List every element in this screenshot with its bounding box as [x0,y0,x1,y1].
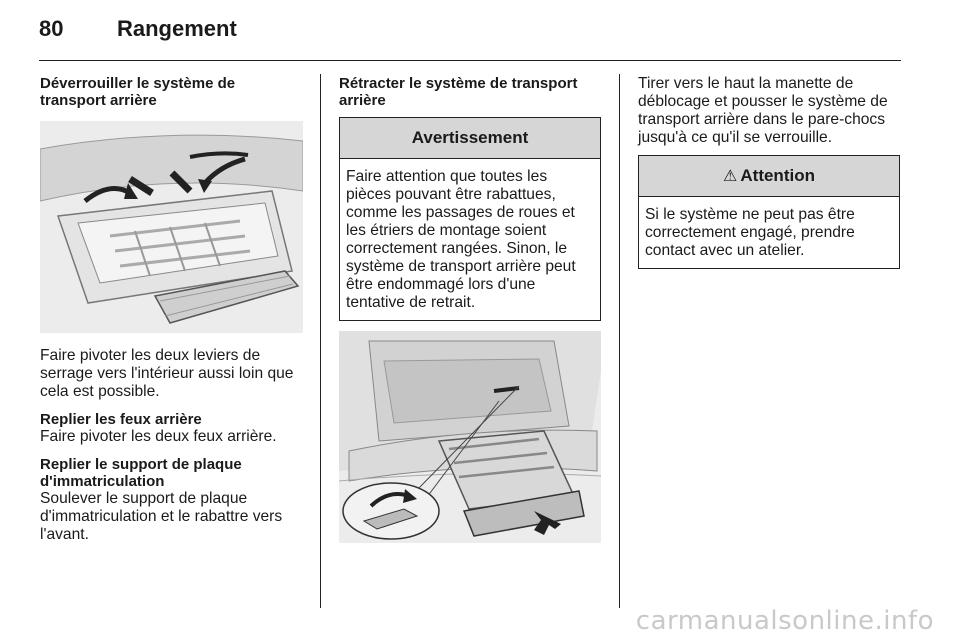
section-heading-plate: Replier le support de plaque d'immatriculation [40,456,242,490]
warning-box [339,117,601,321]
carrier-retract-illustration [339,331,601,543]
column-2 [339,75,601,543]
watermark: carmanualsonline.info [635,606,934,636]
page-number: 80 [39,16,64,41]
column-divider-1 [320,74,321,608]
attention-title: Attention [740,166,815,185]
carrier-levers-illustration [40,121,303,333]
section-heading-unlock: Déverrouiller le système de transport arrière [40,75,236,109]
paragraph-levers: Faire pivoter les deux leviers de serrage vers l'intérieur aussi loin que cela est possible. [40,347,294,400]
attention-header [639,156,899,197]
column-1 [40,75,302,544]
header-divider [39,60,901,61]
warning-title: Avertissement [340,118,600,159]
attention-box [638,155,900,269]
warning-text: Faire attention que toutes les pièces pouvant être rabattues, comme les passages de roues et les étriers de montage soient correctement rangées. Sinon, le système de transport arrière peut être endommagé lors d'une tentative de retrait. [346,168,576,311]
section-heading-lights: Replier les feux arrière [40,411,202,428]
column-divider-2 [619,74,620,608]
page-title: Rangement [117,16,237,41]
column-3 [638,75,900,269]
paragraph-plate: Soulever le support de plaque d'immatriculation et le rabattre vers l'avant. [40,490,283,543]
warning-triangle-icon: ⚠ [723,168,738,185]
attention-text: Si le système ne peut pas être correctement engagé, prendre contact avec un atelier. [645,206,855,259]
section-heading-retract: Rétracter le système de transport arrière [339,75,578,109]
paragraph-push: Tirer vers le haut la manette de déblocage et pousser le système de transport arrière dans le pare-chocs jusqu'à ce qu'il se verrouille. [638,75,888,146]
paragraph-lights: Faire pivoter les deux feux arrière. [40,428,277,445]
